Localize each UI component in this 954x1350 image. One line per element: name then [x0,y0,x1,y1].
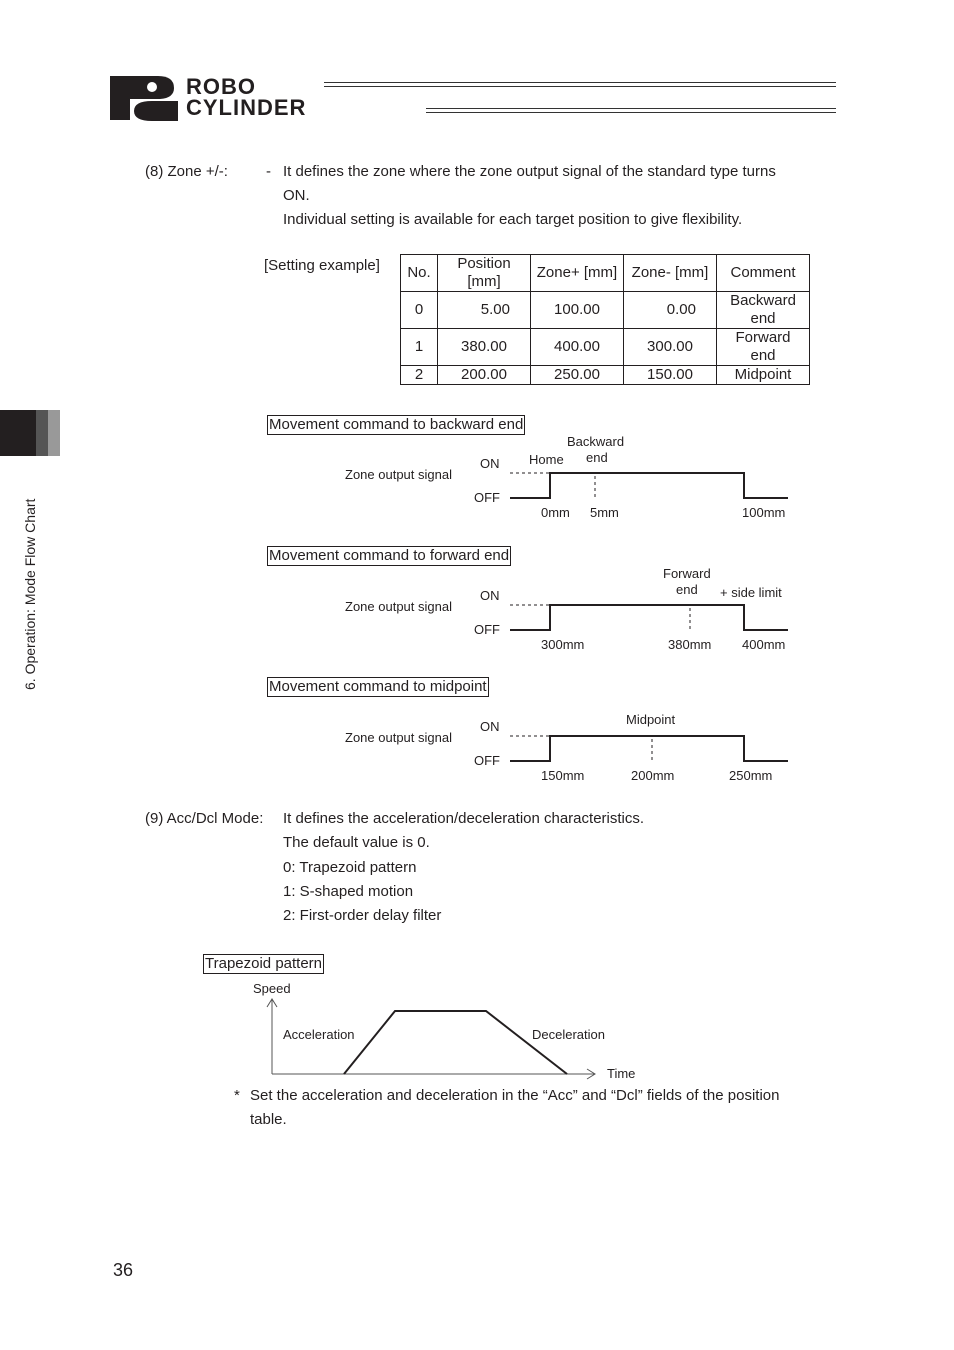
on-label: ON [480,588,500,603]
table-cell: Forward end [717,329,810,366]
off-label: OFF [474,622,500,637]
table-cell: 200.00 [438,366,531,385]
tick-label: 150mm [541,768,585,783]
tick-label: 200mm [631,768,675,783]
timing-diagram-forward [330,562,800,657]
zone-desc-2: ON. [283,187,310,204]
acc-option-0: 0: Trapezoid pattern [283,859,417,876]
side-tab-label: 6. Operation: Mode Flow Chart [22,498,38,690]
side-tab-mid [36,410,48,456]
signal-label: Zone output signal [345,730,452,745]
setting-example-label: [Setting example] [264,257,380,274]
table-row [401,329,810,366]
page-number: 36 [113,1260,134,1280]
table-cell: 0 [401,292,438,329]
table-cell: 0.00 [624,292,717,329]
table-cell: 300.00 [624,329,717,366]
side-tab-dark [0,410,36,456]
col-header: Zone+ [mm] [531,255,624,292]
acc-option-1: 1: S-shaped motion [283,883,414,900]
timing-diagram-backward [330,430,800,525]
on-label: ON [480,719,500,734]
home-label: Home [529,452,564,467]
logo-cylinder: CYLINDER [186,95,307,120]
deceleration-label: Deceleration [532,1027,605,1042]
speed-label: Speed [253,981,291,996]
rc-logo-mark [108,74,188,124]
note-line-1: Set the acceleration and deceleration in the “Acc” and “Dcl” fields of the position [250,1087,780,1104]
note-line-2: table. [250,1111,287,1128]
table-header-row [401,255,810,292]
timing-diagram-midpoint [330,693,800,788]
backward-label: Backward [567,434,625,449]
trapezoid-diagram [240,975,660,1085]
tick-label: 300mm [541,637,585,652]
col-header: Zone- [mm] [624,255,717,292]
note-star: * [234,1087,240,1104]
forward-label: Forward [663,566,711,581]
tick-label: 250mm [729,768,773,783]
trapezoid-title: Trapezoid pattern [205,955,323,972]
table-row [401,366,810,385]
acc-desc-1: It defines the acceleration/deceleration characteristics. [283,810,645,827]
table-cell: 1 [401,329,438,366]
table-cell: 5.00 [438,292,531,329]
timing-title-forward: Movement command to forward end [269,547,510,564]
setting-example-table [400,254,810,385]
table-cell: 150.00 [624,366,717,385]
table-cell: 380.00 [438,329,531,366]
midpoint-label: Midpoint [626,712,676,727]
side-tab-light [48,410,60,456]
zone-dash: - [266,163,271,180]
table-cell: 100.00 [531,292,624,329]
timing-title-midpoint: Movement command to midpoint [269,678,487,695]
table-cell: Midpoint [717,366,810,385]
logo-robo: ROBO [186,74,256,99]
zone-heading: (8) Zone +/-: [145,163,228,180]
side-limit-label: + side limit [720,585,782,600]
acc-desc-2: The default value is 0. [283,834,430,851]
acc-heading: (9) Acc/Dcl Mode: [145,810,264,827]
col-header: No. [401,255,438,292]
tick-label: 380mm [668,637,712,652]
col-header: Comment [717,255,810,292]
timing-title-backward: Movement command to backward end [269,416,524,433]
acc-option-2: 2: First-order delay filter [283,907,442,924]
tick-label: 400mm [742,637,786,652]
end-label: end [676,582,698,597]
end-label: end [586,450,608,465]
col-header: Position [mm] [438,255,531,292]
table-cell: Backward end [717,292,810,329]
tick-label: 5mm [590,505,619,520]
zone-desc-3: Individual setting is available for each target position to give flexibility. [283,211,743,228]
table-cell: 250.00 [531,366,624,385]
table-cell: 400.00 [531,329,624,366]
signal-label: Zone output signal [345,599,452,614]
table-cell: 2 [401,366,438,385]
zone-desc-1: It defines the zone where the zone output signal of the standard type turns [283,163,776,180]
off-label: OFF [474,490,500,505]
tick-label: 0mm [541,505,570,520]
time-label: Time [607,1066,636,1081]
tick-label: 100mm [742,505,786,520]
signal-label: Zone output signal [345,467,452,482]
table-row [401,292,810,329]
on-label: ON [480,456,500,471]
acceleration-label: Acceleration [283,1027,355,1042]
off-label: OFF [474,753,500,768]
